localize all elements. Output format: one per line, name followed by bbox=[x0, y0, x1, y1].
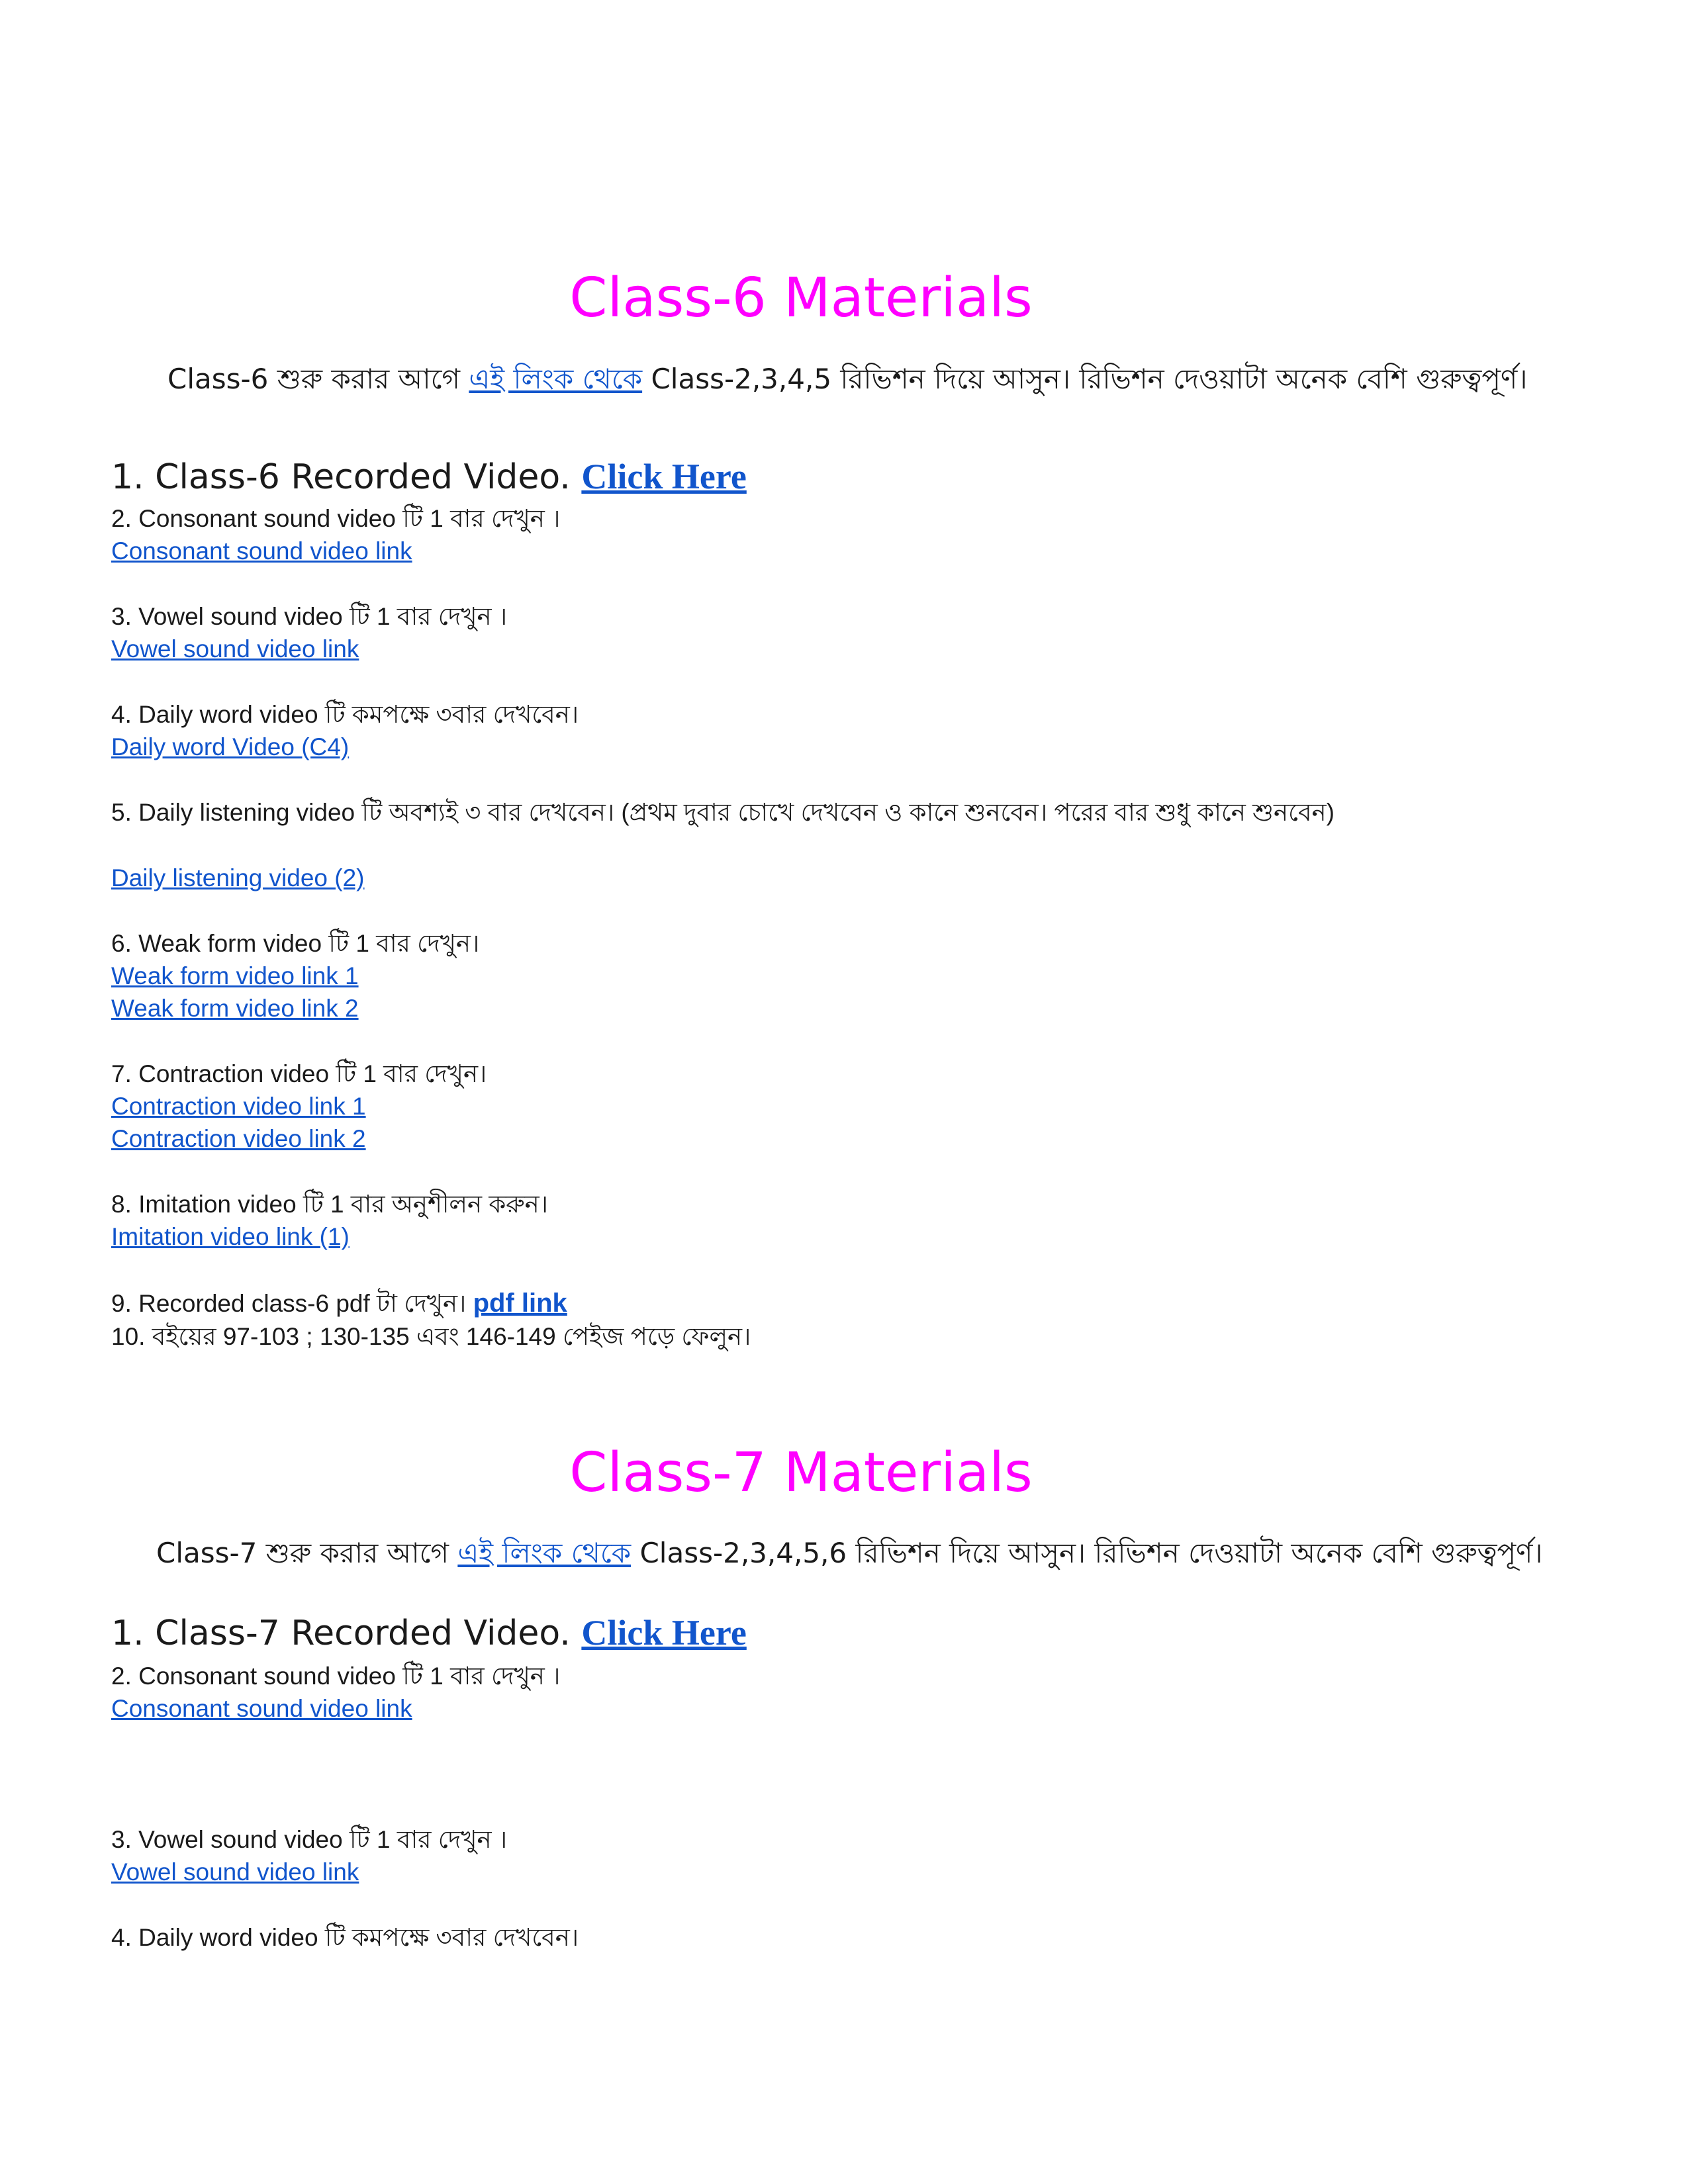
class6-item9 bbox=[111, 1287, 567, 1319]
class6-consonant-link[interactable]: Consonant sound video link bbox=[111, 537, 412, 565]
class6-weak-form-link-1[interactable]: Weak form video link 1 bbox=[111, 962, 359, 989]
class6-item2-text: 2. Consonant sound video টি 1 বার দেখুন । bbox=[111, 505, 561, 532]
class7-item1-text: 1. Class-7 Recorded Video. bbox=[111, 1614, 582, 1653]
class7-item2-text: 2. Consonant sound video টি 1 বার দেখুন । bbox=[111, 1662, 561, 1690]
class6-intro bbox=[167, 363, 1527, 396]
class7-vowel-link[interactable]: Vowel sound video link bbox=[111, 1858, 359, 1886]
class7-intro-text-before: Class-7 শুরু করার আগে bbox=[156, 1537, 458, 1569]
class7-title: Class-7 Materials bbox=[569, 1441, 1033, 1504]
class6-item8-text: 8. Imitation video টি 1 বার অনুশীলন করুন। bbox=[111, 1191, 548, 1218]
class6-item5-text: 5. Daily listening video টি অবশ্যই ৩ বার দেখবেন। (প্রথম দুবার চোখে দেখবেন ও কানে শুনবেন। পরের বার শুধু কানে শুনবেন) bbox=[111, 799, 1335, 826]
class7-item4-text: 4. Daily word video টি কমপক্ষে ৩বার দেখবেন। bbox=[111, 1924, 579, 1951]
class6-pdf-link[interactable]: pdf link bbox=[473, 1289, 567, 1318]
class6-daily-word-link[interactable]: Daily word Video (C4) bbox=[111, 733, 350, 760]
class6-click-here-link[interactable]: Click Here bbox=[581, 457, 747, 496]
class6-contraction-link-1[interactable]: Contraction video link 1 bbox=[111, 1093, 366, 1120]
class6-item4-text: 4. Daily word video টি কমপক্ষে ৩বার দেখবেন। bbox=[111, 701, 579, 728]
class6-daily-listening-link[interactable]: Daily listening video (2) bbox=[111, 864, 365, 891]
class6-vowel-link[interactable]: Vowel sound video link bbox=[111, 635, 359, 662]
class7-intro-text-after: Class-2,3,4,5,6 রিভিশন দিয়ে আসুন। রিভিশন দেওয়াটা অনেক বেশি গুরুত্বপূর্ণ। bbox=[631, 1537, 1543, 1569]
class6-contraction-link-2[interactable]: Contraction video link 2 bbox=[111, 1125, 366, 1152]
class6-item9-text: 9. Recorded class-6 pdf টা দেখুন। bbox=[111, 1290, 473, 1317]
class6-item1-text: 1. Class-6 Recorded Video. bbox=[111, 457, 582, 497]
class6-intro-text-before: Class-6 শুরু করার আগে bbox=[167, 363, 469, 395]
class6-weak-form-link-2[interactable]: Weak form video link 2 bbox=[111, 995, 359, 1022]
class6-item1 bbox=[111, 455, 747, 498]
class6-item3-text: 3. Vowel sound video টি 1 বার দেখুন । bbox=[111, 603, 508, 630]
class7-revision-link[interactable]: এই লিংক থেকে bbox=[457, 1537, 632, 1569]
class6-title: Class-6 Materials bbox=[569, 267, 1033, 330]
class6-item7-text: 7. Contraction video টি 1 বার দেখুন। bbox=[111, 1060, 487, 1087]
class7-item1 bbox=[111, 1612, 747, 1655]
class6-item10-text: 10. বইয়ের 97-103 ; 130-135 এবং 146-149 পেইজ পড়ে ফেলুন। bbox=[111, 1323, 751, 1350]
class7-item3-text: 3. Vowel sound video টি 1 বার দেখুন । bbox=[111, 1826, 508, 1853]
class7-intro bbox=[156, 1537, 1542, 1570]
class6-revision-link[interactable]: এই লিংক থেকে bbox=[469, 363, 643, 395]
class7-consonant-link[interactable]: Consonant sound video link bbox=[111, 1695, 412, 1722]
class7-click-here-link[interactable]: Click Here bbox=[581, 1613, 747, 1653]
class6-intro-text-after: Class-2,3,4,5 রিভিশন দিয়ে আসুন। রিভিশন দেওয়াটা অনেক বেশি গুরুত্বপূর্ণ। bbox=[642, 363, 1528, 395]
class6-imitation-link[interactable]: Imitation video link (1) bbox=[111, 1223, 350, 1250]
class6-item6-text: 6. Weak form video টি 1 বার দেখুন। bbox=[111, 930, 480, 957]
